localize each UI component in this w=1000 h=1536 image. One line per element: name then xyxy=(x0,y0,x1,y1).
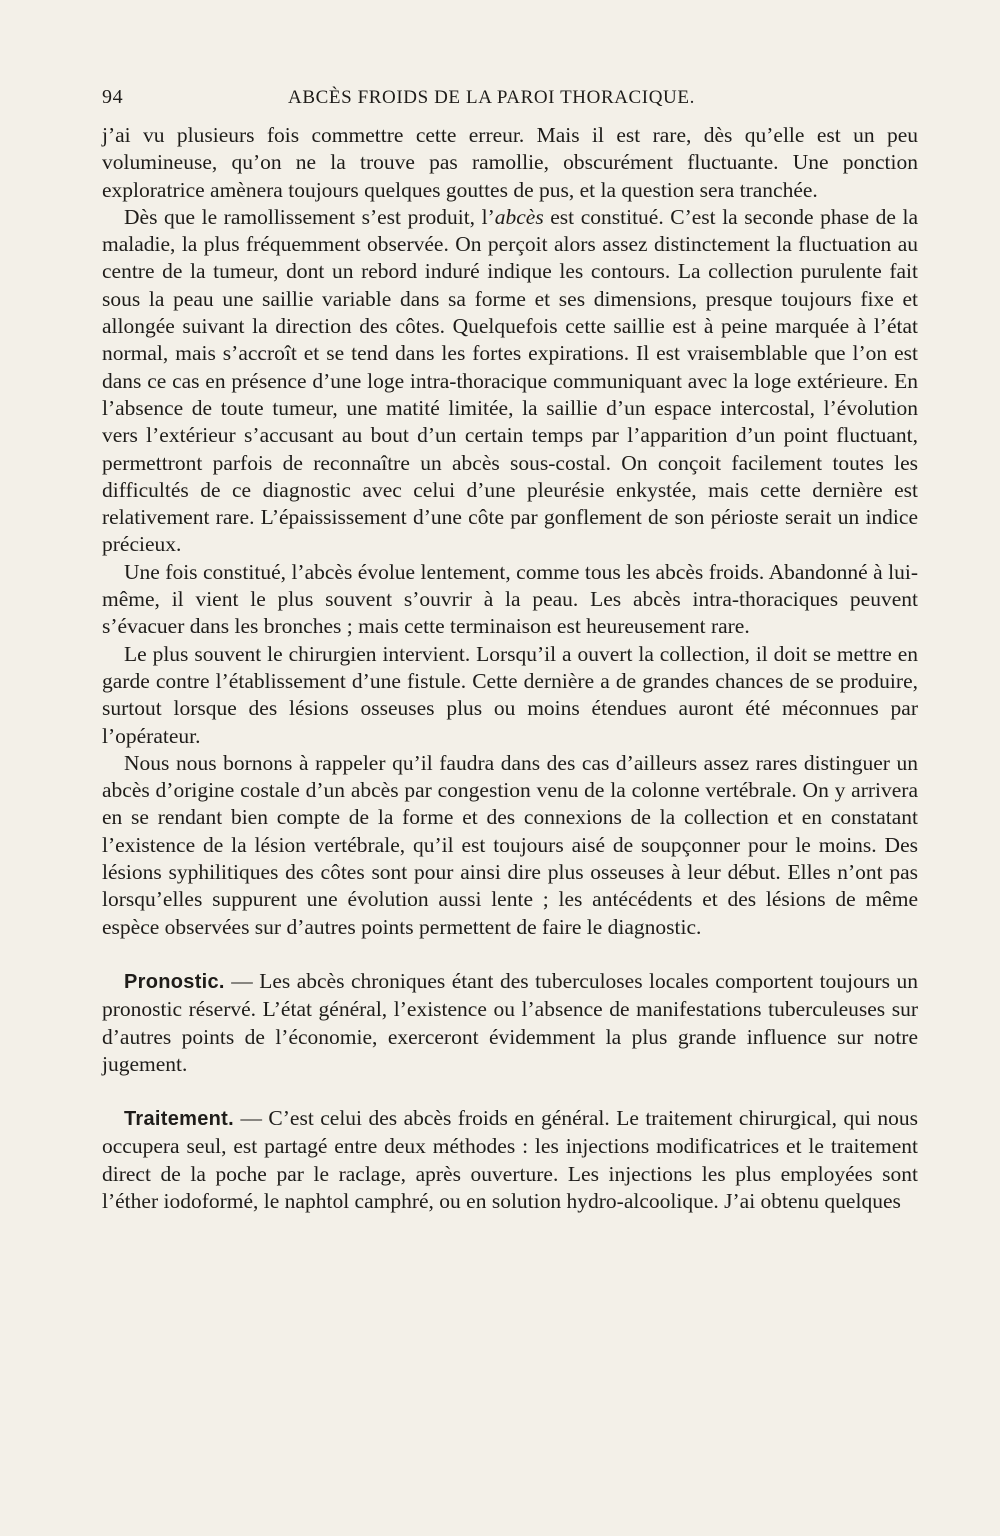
paragraph-continued: j’ai vu plusieurs fois commettre cette erreur. Mais il est rare, dès qu’elle est un peu volumineuse, qu’on ne la trouve pas ramollie, obscurément fluctuante. Une ponction exploratrice amènera toujours quelques gouttes de pus, et la question sera tranchée. xyxy=(102,123,918,202)
paragraph-abces-constitue xyxy=(102,204,918,559)
running-title: ABCÈS FROIDS DE LA PAROI THORACIQUE. xyxy=(288,87,695,108)
paragraph-text: Dès que le ramollissement s’est produit, l’ xyxy=(124,204,495,229)
page-number: 94 xyxy=(102,86,124,108)
section-text: C’est celui des abcès froids en général. Le traitement chirurgical, qui nous occupera seul, est partagé entre deux méthodes : les injections modificatrices et le traitement direct de la poche par le raclage, après ouverture. Les injections les plus employées sont l’éther iodoformé, le naphtol camphré, ou en solution hydro-alcoolique. J’ai obtenu quelques xyxy=(102,1106,919,1213)
paragraph-text: est constitué. C’est la seconde phase de la maladie, la plus fréquemment observée. On perçoit alors assez distinctement la fluctuation au centre de la tumeur, dont un rebord induré indique les contours. La collection purulente fait sous la peau une saillie variable dans sa forme et ses dimensions, presque toujours fixe et allongée suivant la direction des côtes. Quelquefois cette saillie est à peine marquée à l’état normal, mais s’accroît et se tend dans les fortes expirations. Il est vraisemblable que l’on est dans ce cas en présence d’une loge intra-thoracique communiquant avec la loge extérieure. En l’absence de toute tumeur, une matité limitée, la saillie d’un espace intercostal, l’évolution vers l’extérieur s’accusant au bout d’un certain temps par l’apparition d’un point fluctuant, permettront parfois de reconnaître un abcès sous-costal. On conçoit facilement toutes les difficultés de ce diagnostic avec celui d’une pleurésie enkystée, mais cette dernière est relativement rare. L’épaississement d’une côte par gonflement de son périoste serait un indice précieux. xyxy=(102,204,918,557)
paragraph-chirurgien: Le plus souvent le chirurgien intervient. Lorsqu’il a ouvert la collection, il doit se mettre en garde contre l’établissement d’une fistule. Cette dernière a de grandes chances de se produire, surtout lorsque des lésions osseuses plus ou moins étendues auront été méconnues par l’opérateur. xyxy=(102,641,918,748)
page-header xyxy=(102,86,918,122)
em-dash: — xyxy=(234,1106,269,1131)
section-text: Les abcès chroniques étant des tuberculoses locales comportent toujours un pronostic réservé. L’état général, l’existence ou l’absence de manifestations tuberculeuses sur d’autres points de l’économie, exerceront évidemment la plus grande influence sur notre jugement. xyxy=(102,968,919,1076)
section-title-traitement: Traitement. xyxy=(124,1108,234,1131)
italic-term: abcès xyxy=(494,204,544,229)
section-title-pronostic: Pronostic. xyxy=(124,970,225,993)
section-pronostic xyxy=(102,968,918,1078)
paragraph-diagnostic: Nous nous bornons à rappeler qu’il faudra dans des cas d’ailleurs assez rares distinguer un abcès d’origine costale d’un abcès par congestion venu de la colonne vertébrale. On y arrivera en se rendant bien compte de la forme et des connexions de la collection et en constatant l’existence de la lésion vertébrale, qu’il est toujours aisé de soupçonner pour le moins. Des lésions syphilitiques des côtes sont pour ainsi dire plus osseuses à leur début. Elles n’ont pas lorsqu’elles suppurent une évolution aussi lente ; les antécédents et des lésions de même espèce observées sur d’autres points permettent de faire le diagnostic. xyxy=(102,750,918,939)
section-traitement xyxy=(102,1105,918,1215)
paragraph-evolution: Une fois constitué, l’abcès évolue lentement, comme tous les abcès froids. Abandonné à lui-même, il vient le plus souvent s’ouvrir à la peau. Les abcès intra-thoraciques peuvent s’évacuer dans les bronches ; mais cette terminaison est heureusement rare. xyxy=(102,559,918,639)
em-dash: — xyxy=(224,968,260,993)
